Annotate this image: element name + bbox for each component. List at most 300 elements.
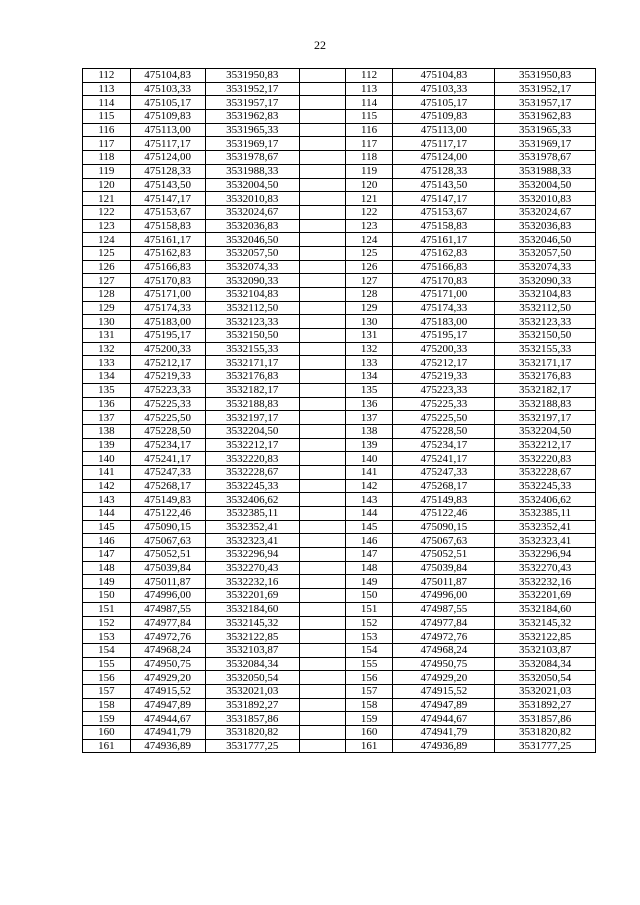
x-coordinate-cell: 475195,17 (130, 329, 205, 343)
table-row (83, 534, 596, 548)
table-row (83, 726, 596, 740)
x-coordinate-cell: 475103,33 (393, 82, 495, 96)
column-spacer (300, 219, 346, 233)
y-coordinate-cell: 3531969,17 (495, 137, 596, 151)
x-coordinate-cell: 475109,83 (393, 110, 495, 124)
point-number-cell: 139 (345, 438, 393, 452)
point-number-cell: 150 (345, 589, 393, 603)
x-coordinate-cell: 475105,17 (393, 96, 495, 110)
y-coordinate-cell: 3532228,67 (205, 465, 300, 479)
x-coordinate-cell: 475225,33 (393, 397, 495, 411)
point-number-cell: 124 (83, 233, 131, 247)
column-spacer (300, 712, 346, 726)
point-number-cell: 134 (83, 370, 131, 384)
column-spacer (300, 493, 346, 507)
point-number-cell: 133 (83, 356, 131, 370)
x-coordinate-cell: 475166,83 (130, 260, 205, 274)
column-spacer (300, 233, 346, 247)
point-number-cell: 146 (83, 534, 131, 548)
point-number-cell: 143 (83, 493, 131, 507)
x-coordinate-cell: 475124,00 (393, 151, 495, 165)
y-coordinate-cell: 3531777,25 (205, 739, 300, 753)
column-spacer (300, 315, 346, 329)
y-coordinate-cell: 3532406,62 (205, 493, 300, 507)
y-coordinate-cell: 3532245,33 (205, 479, 300, 493)
table-row (83, 383, 596, 397)
x-coordinate-cell: 475109,83 (130, 110, 205, 124)
table-row (83, 137, 596, 151)
y-coordinate-cell: 3532188,83 (495, 397, 596, 411)
x-coordinate-cell: 475225,50 (393, 411, 495, 425)
table-row (83, 123, 596, 137)
table-row (83, 329, 596, 343)
column-spacer (300, 151, 346, 165)
y-coordinate-cell: 3532296,94 (205, 548, 300, 562)
point-number-cell: 155 (345, 657, 393, 671)
table-row (83, 438, 596, 452)
y-coordinate-cell: 3532201,69 (205, 589, 300, 603)
table-row (83, 479, 596, 493)
point-number-cell: 131 (345, 329, 393, 343)
y-coordinate-cell: 3532212,17 (205, 438, 300, 452)
point-number-cell: 115 (345, 110, 393, 124)
x-coordinate-cell: 475166,83 (393, 260, 495, 274)
point-number-cell: 129 (345, 301, 393, 315)
point-number-cell: 160 (345, 726, 393, 740)
x-coordinate-cell: 475162,83 (130, 246, 205, 260)
coordinates-table (82, 68, 596, 753)
table-row (83, 178, 596, 192)
y-coordinate-cell: 3532232,16 (495, 575, 596, 589)
table-row (83, 671, 596, 685)
point-number-cell: 153 (83, 630, 131, 644)
point-number-cell: 127 (345, 274, 393, 288)
point-number-cell: 145 (345, 520, 393, 534)
point-number-cell: 124 (345, 233, 393, 247)
point-number-cell: 130 (83, 315, 131, 329)
table-row (83, 151, 596, 165)
column-spacer (300, 465, 346, 479)
column-spacer (300, 178, 346, 192)
y-coordinate-cell: 3532197,17 (495, 411, 596, 425)
x-coordinate-cell: 475039,84 (130, 561, 205, 575)
x-coordinate-cell: 475011,87 (130, 575, 205, 589)
table-row (83, 575, 596, 589)
point-number-cell: 125 (83, 246, 131, 260)
table-row (83, 493, 596, 507)
x-coordinate-cell: 475170,83 (130, 274, 205, 288)
y-coordinate-cell: 3531962,83 (495, 110, 596, 124)
x-coordinate-cell: 474996,00 (130, 589, 205, 603)
x-coordinate-cell: 475247,33 (393, 465, 495, 479)
point-number-cell: 120 (83, 178, 131, 192)
table-row (83, 82, 596, 96)
table-row (83, 342, 596, 356)
x-coordinate-cell: 475174,33 (393, 301, 495, 315)
point-number-cell: 113 (83, 82, 131, 96)
table-row (83, 698, 596, 712)
point-number-cell: 118 (83, 151, 131, 165)
y-coordinate-cell: 3532004,50 (205, 178, 300, 192)
x-coordinate-cell: 474987,55 (130, 602, 205, 616)
y-coordinate-cell: 3532145,32 (205, 616, 300, 630)
column-spacer (300, 438, 346, 452)
y-coordinate-cell: 3532220,83 (495, 452, 596, 466)
y-coordinate-cell: 3532323,41 (205, 534, 300, 548)
x-coordinate-cell: 475200,33 (130, 342, 205, 356)
point-number-cell: 141 (345, 465, 393, 479)
point-number-cell: 157 (345, 684, 393, 698)
point-number-cell: 115 (83, 110, 131, 124)
point-number-cell: 136 (83, 397, 131, 411)
y-coordinate-cell: 3532270,43 (205, 561, 300, 575)
y-coordinate-cell: 3532184,60 (495, 602, 596, 616)
y-coordinate-cell: 3532171,17 (205, 356, 300, 370)
y-coordinate-cell: 3532270,43 (495, 561, 596, 575)
x-coordinate-cell: 475228,50 (393, 424, 495, 438)
x-coordinate-cell: 475247,33 (130, 465, 205, 479)
x-coordinate-cell: 474944,67 (393, 712, 495, 726)
column-spacer (300, 82, 346, 96)
column-spacer (300, 329, 346, 343)
point-number-cell: 132 (345, 342, 393, 356)
table-row (83, 397, 596, 411)
column-spacer (300, 671, 346, 685)
point-number-cell: 117 (345, 137, 393, 151)
y-coordinate-cell: 3532385,11 (205, 507, 300, 521)
y-coordinate-cell: 3532232,16 (205, 575, 300, 589)
column-spacer (300, 520, 346, 534)
x-coordinate-cell: 475143,50 (130, 178, 205, 192)
y-coordinate-cell: 3532004,50 (495, 178, 596, 192)
y-coordinate-cell: 3531988,33 (495, 164, 596, 178)
point-number-cell: 136 (345, 397, 393, 411)
table-row (83, 424, 596, 438)
y-coordinate-cell: 3532406,62 (495, 493, 596, 507)
point-number-cell: 121 (345, 192, 393, 206)
point-number-cell: 152 (345, 616, 393, 630)
table-row (83, 370, 596, 384)
y-coordinate-cell: 3531892,27 (495, 698, 596, 712)
x-coordinate-cell: 475122,46 (393, 507, 495, 521)
y-coordinate-cell: 3531857,86 (495, 712, 596, 726)
x-coordinate-cell: 475052,51 (393, 548, 495, 562)
point-number-cell: 123 (83, 219, 131, 233)
point-number-cell: 112 (83, 69, 131, 83)
y-coordinate-cell: 3532103,87 (205, 643, 300, 657)
point-number-cell: 143 (345, 493, 393, 507)
point-number-cell: 114 (345, 96, 393, 110)
point-number-cell: 120 (345, 178, 393, 192)
y-coordinate-cell: 3532046,50 (495, 233, 596, 247)
x-coordinate-cell: 475128,33 (130, 164, 205, 178)
point-number-cell: 122 (83, 205, 131, 219)
point-number-cell: 142 (345, 479, 393, 493)
table-row (83, 643, 596, 657)
x-coordinate-cell: 475153,67 (393, 205, 495, 219)
x-coordinate-cell: 475223,33 (393, 383, 495, 397)
point-number-cell: 140 (345, 452, 393, 466)
table-row (83, 164, 596, 178)
x-coordinate-cell: 475113,00 (130, 123, 205, 137)
point-number-cell: 126 (83, 260, 131, 274)
table-row (83, 192, 596, 206)
table-row (83, 630, 596, 644)
point-number-cell: 154 (83, 643, 131, 657)
y-coordinate-cell: 3531777,25 (495, 739, 596, 753)
point-number-cell: 116 (83, 123, 131, 137)
x-coordinate-cell: 474947,89 (130, 698, 205, 712)
x-coordinate-cell: 474941,79 (130, 726, 205, 740)
column-spacer (300, 411, 346, 425)
y-coordinate-cell: 3532296,94 (495, 548, 596, 562)
y-coordinate-cell: 3532171,17 (495, 356, 596, 370)
table-row (83, 616, 596, 630)
table-row (83, 274, 596, 288)
table-row (83, 507, 596, 521)
table-row (83, 411, 596, 425)
y-coordinate-cell: 3532122,85 (495, 630, 596, 644)
table-row (83, 452, 596, 466)
point-number-cell: 137 (83, 411, 131, 425)
x-coordinate-cell: 475067,63 (393, 534, 495, 548)
table-row (83, 602, 596, 616)
y-coordinate-cell: 3532021,03 (495, 684, 596, 698)
point-number-cell: 158 (345, 698, 393, 712)
x-coordinate-cell: 474915,52 (130, 684, 205, 698)
column-spacer (300, 96, 346, 110)
y-coordinate-cell: 3532204,50 (205, 424, 300, 438)
column-spacer (300, 397, 346, 411)
point-number-cell: 127 (83, 274, 131, 288)
point-number-cell: 152 (83, 616, 131, 630)
y-coordinate-cell: 3532010,83 (495, 192, 596, 206)
point-number-cell: 117 (83, 137, 131, 151)
y-coordinate-cell: 3532104,83 (205, 288, 300, 302)
table-row (83, 520, 596, 534)
column-spacer (300, 739, 346, 753)
x-coordinate-cell: 475122,46 (130, 507, 205, 521)
x-coordinate-cell: 475174,33 (130, 301, 205, 315)
x-coordinate-cell: 475161,17 (393, 233, 495, 247)
point-number-cell: 133 (345, 356, 393, 370)
point-number-cell: 132 (83, 342, 131, 356)
table-row (83, 657, 596, 671)
x-coordinate-cell: 475011,87 (393, 575, 495, 589)
column-spacer (300, 301, 346, 315)
table-row (83, 712, 596, 726)
x-coordinate-cell: 475228,50 (130, 424, 205, 438)
column-spacer (300, 370, 346, 384)
y-coordinate-cell: 3532046,50 (205, 233, 300, 247)
point-number-cell: 158 (83, 698, 131, 712)
table-row (83, 315, 596, 329)
y-coordinate-cell: 3531962,83 (205, 110, 300, 124)
point-number-cell: 147 (83, 548, 131, 562)
y-coordinate-cell: 3531952,17 (205, 82, 300, 96)
point-number-cell: 121 (83, 192, 131, 206)
column-spacer (300, 69, 346, 83)
point-number-cell: 138 (83, 424, 131, 438)
x-coordinate-cell: 474987,55 (393, 602, 495, 616)
y-coordinate-cell: 3532220,83 (205, 452, 300, 466)
point-number-cell: 142 (83, 479, 131, 493)
x-coordinate-cell: 475104,83 (393, 69, 495, 83)
y-coordinate-cell: 3532103,87 (495, 643, 596, 657)
y-coordinate-cell: 3532104,83 (495, 288, 596, 302)
x-coordinate-cell: 475158,83 (393, 219, 495, 233)
table-row (83, 246, 596, 260)
column-spacer (300, 123, 346, 137)
x-coordinate-cell: 475212,17 (393, 356, 495, 370)
point-number-cell: 128 (83, 288, 131, 302)
x-coordinate-cell: 475090,15 (130, 520, 205, 534)
point-number-cell: 160 (83, 726, 131, 740)
y-coordinate-cell: 3532204,50 (495, 424, 596, 438)
point-number-cell: 149 (83, 575, 131, 589)
point-number-cell: 123 (345, 219, 393, 233)
column-spacer (300, 548, 346, 562)
column-spacer (300, 424, 346, 438)
x-coordinate-cell: 475219,33 (130, 370, 205, 384)
column-spacer (300, 479, 346, 493)
column-spacer (300, 342, 346, 356)
column-spacer (300, 534, 346, 548)
point-number-cell: 129 (83, 301, 131, 315)
x-coordinate-cell: 475234,17 (393, 438, 495, 452)
y-coordinate-cell: 3532184,60 (205, 602, 300, 616)
column-spacer (300, 616, 346, 630)
point-number-cell: 159 (345, 712, 393, 726)
point-number-cell: 138 (345, 424, 393, 438)
column-spacer (300, 589, 346, 603)
y-coordinate-cell: 3531950,83 (495, 69, 596, 83)
y-coordinate-cell: 3532050,54 (205, 671, 300, 685)
x-coordinate-cell: 475104,83 (130, 69, 205, 83)
table-row (83, 205, 596, 219)
column-spacer (300, 630, 346, 644)
column-spacer (300, 698, 346, 712)
x-coordinate-cell: 475143,50 (393, 178, 495, 192)
x-coordinate-cell: 474915,52 (393, 684, 495, 698)
x-coordinate-cell: 474996,00 (393, 589, 495, 603)
y-coordinate-cell: 3532057,50 (495, 246, 596, 260)
y-coordinate-cell: 3532182,17 (205, 383, 300, 397)
x-coordinate-cell: 474968,24 (130, 643, 205, 657)
x-coordinate-cell: 475225,33 (130, 397, 205, 411)
table-row (83, 548, 596, 562)
point-number-cell: 155 (83, 657, 131, 671)
x-coordinate-cell: 474950,75 (130, 657, 205, 671)
x-coordinate-cell: 474929,20 (130, 671, 205, 685)
x-coordinate-cell: 474944,67 (130, 712, 205, 726)
y-coordinate-cell: 3532123,33 (205, 315, 300, 329)
y-coordinate-cell: 3532074,33 (495, 260, 596, 274)
y-coordinate-cell: 3531978,67 (495, 151, 596, 165)
table-row (83, 561, 596, 575)
x-coordinate-cell: 475170,83 (393, 274, 495, 288)
point-number-cell: 118 (345, 151, 393, 165)
point-number-cell: 154 (345, 643, 393, 657)
y-coordinate-cell: 3532021,03 (205, 684, 300, 698)
x-coordinate-cell: 475067,63 (130, 534, 205, 548)
y-coordinate-cell: 3531820,82 (495, 726, 596, 740)
x-coordinate-cell: 475212,17 (130, 356, 205, 370)
point-number-cell: 150 (83, 589, 131, 603)
x-coordinate-cell: 475171,00 (130, 288, 205, 302)
x-coordinate-cell: 475183,00 (130, 315, 205, 329)
point-number-cell: 151 (345, 602, 393, 616)
table-row (83, 96, 596, 110)
table-row (83, 233, 596, 247)
column-spacer (300, 246, 346, 260)
column-spacer (300, 643, 346, 657)
x-coordinate-cell: 475195,17 (393, 329, 495, 343)
point-number-cell: 135 (345, 383, 393, 397)
y-coordinate-cell: 3532050,54 (495, 671, 596, 685)
y-coordinate-cell: 3532155,33 (495, 342, 596, 356)
y-coordinate-cell: 3532176,83 (205, 370, 300, 384)
point-number-cell: 119 (83, 164, 131, 178)
y-coordinate-cell: 3531950,83 (205, 69, 300, 83)
y-coordinate-cell: 3532024,67 (205, 205, 300, 219)
x-coordinate-cell: 475219,33 (393, 370, 495, 384)
x-coordinate-cell: 474972,76 (130, 630, 205, 644)
y-coordinate-cell: 3532036,83 (205, 219, 300, 233)
y-coordinate-cell: 3531957,17 (205, 96, 300, 110)
y-coordinate-cell: 3532084,34 (495, 657, 596, 671)
table-row (83, 69, 596, 83)
point-number-cell: 161 (345, 739, 393, 753)
x-coordinate-cell: 475039,84 (393, 561, 495, 575)
y-coordinate-cell: 3531988,33 (205, 164, 300, 178)
x-coordinate-cell: 475147,17 (393, 192, 495, 206)
point-number-cell: 140 (83, 452, 131, 466)
x-coordinate-cell: 475090,15 (393, 520, 495, 534)
x-coordinate-cell: 475200,33 (393, 342, 495, 356)
x-coordinate-cell: 475234,17 (130, 438, 205, 452)
point-number-cell: 153 (345, 630, 393, 644)
point-number-cell: 128 (345, 288, 393, 302)
y-coordinate-cell: 3531952,17 (495, 82, 596, 96)
y-coordinate-cell: 3532155,33 (205, 342, 300, 356)
x-coordinate-cell: 475223,33 (130, 383, 205, 397)
column-spacer (300, 110, 346, 124)
y-coordinate-cell: 3532145,32 (495, 616, 596, 630)
x-coordinate-cell: 475128,33 (393, 164, 495, 178)
column-spacer (300, 684, 346, 698)
point-number-cell: 122 (345, 205, 393, 219)
point-number-cell: 156 (345, 671, 393, 685)
x-coordinate-cell: 475117,17 (393, 137, 495, 151)
y-coordinate-cell: 3532352,41 (205, 520, 300, 534)
x-coordinate-cell: 475158,83 (130, 219, 205, 233)
point-number-cell: 139 (83, 438, 131, 452)
column-spacer (300, 288, 346, 302)
point-number-cell: 145 (83, 520, 131, 534)
column-spacer (300, 356, 346, 370)
point-number-cell: 156 (83, 671, 131, 685)
x-coordinate-cell: 475147,17 (130, 192, 205, 206)
table-row (83, 288, 596, 302)
x-coordinate-cell: 474936,89 (130, 739, 205, 753)
y-coordinate-cell: 3532084,34 (205, 657, 300, 671)
column-spacer (300, 561, 346, 575)
point-number-cell: 148 (345, 561, 393, 575)
x-coordinate-cell: 475171,00 (393, 288, 495, 302)
x-coordinate-cell: 475268,17 (393, 479, 495, 493)
y-coordinate-cell: 3532150,50 (495, 329, 596, 343)
